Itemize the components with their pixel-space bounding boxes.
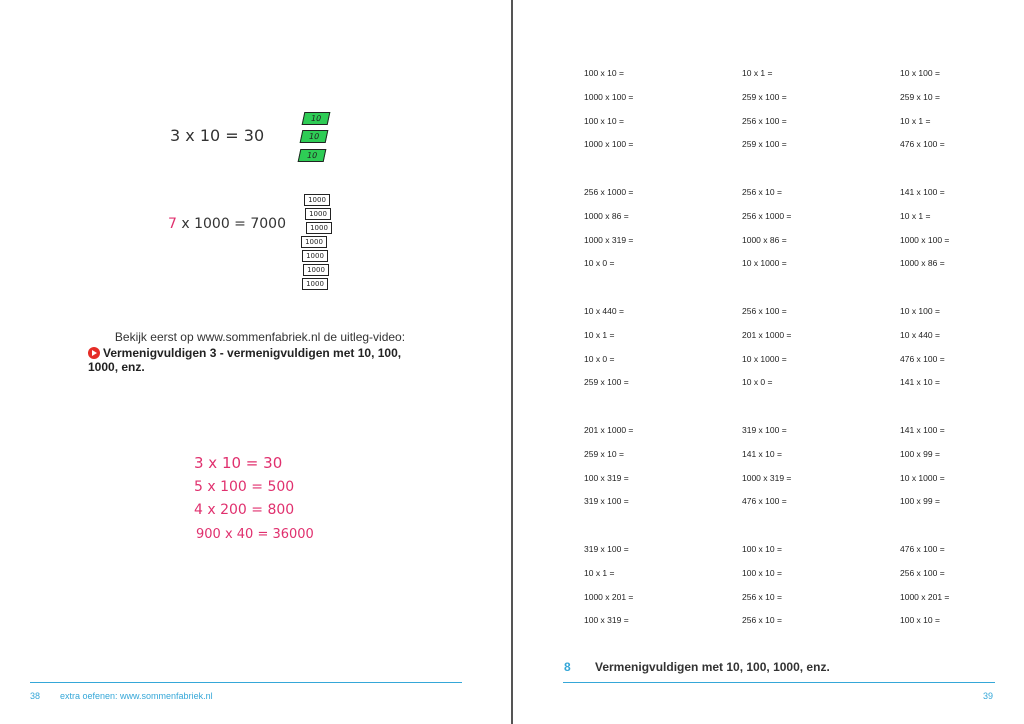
handwritten-line: 900 x 40 = 36000 [196,527,314,542]
exercise-item: 100 x 10 = [742,567,782,578]
exercise-item: 319 x 100 = [584,496,629,507]
note-1000: 1000 [305,208,331,220]
exercise-item: 256 x 100 = [742,115,787,126]
page-number: 39 [983,691,994,701]
exercise-item: 10 x 1000 = [900,472,945,483]
exercise-item: 201 x 1000 = [584,425,634,435]
note-1000: 1000 [301,236,327,248]
left-page [0,0,511,724]
note-1000: 1000 [303,264,329,276]
exercise-item: 259 x 100 = [584,377,629,388]
exercise-item: 476 x 100 = [900,139,945,150]
note-1000: 1000 [304,194,330,206]
exercise-item: 10 x 1 = [584,567,615,578]
exercise-item: 141 x 10 = [742,448,782,459]
exercise-item: 256 x 10 = [742,591,782,602]
exercise-item: 256 x 100 = [900,567,945,578]
exercise-item: 10 x 1000 = [742,258,787,269]
exercise-item: 10 x 1000 = [742,353,787,364]
coin-10: 10 [302,112,331,125]
exercise-item: 1000 x 201 = [584,591,634,602]
exercise-item: 100 x 10 = [584,115,624,126]
exercise-item: 476 x 100 = [742,496,787,507]
exercise-item: 259 x 10 = [584,448,624,459]
exercise-item: 10 x 1 = [742,68,773,78]
exercise-item: 256 x 1000 = [742,210,792,221]
multiplier-highlight: 7 [168,216,177,232]
exercise-item: 256 x 100 = [742,306,787,316]
exercise-item: 256 x 10 = [742,187,782,197]
video-title[interactable]: Vermenigvuldigen 3 - vermenigvuldigen met 10, 100, 1000, enz. [88,346,402,374]
exercise-item: 141 x 100 = [900,187,945,197]
exercise-item: 201 x 1000 = [742,329,792,340]
exercise-item: 1000 x 86 = [584,210,629,221]
exercise-item: 10 x 1 = [584,329,615,340]
exercise-item: 1000 x 86 = [900,258,945,269]
exercise-item: 10 x 440 = [584,306,624,316]
exercise-item: 100 x 10 = [900,615,940,626]
footer-link[interactable]: extra oefenen: www.sommenfabriek.nl [60,691,213,701]
exercise-item: 319 x 100 = [742,425,787,435]
exercise-item: 1000 x 319 = [742,472,792,483]
exercise-item: 100 x 99 = [900,496,940,507]
exercise-item: 10 x 1 = [900,210,931,221]
exercise-item: 256 x 1000 = [584,187,634,197]
exercise-item: 100 x 10 = [742,544,782,554]
note-1000: 1000 [302,278,328,290]
chapter-title: Vermenigvuldigen met 10, 100, 1000, enz. [595,660,830,674]
exercise-item: 141 x 10 = [900,377,940,388]
video-hint-text: Bekijk eerst op www.sommenfabriek.nl de uitleg-video: [114,330,406,344]
coin-10: 10 [300,130,329,143]
handwritten-line: 4 x 200 = 800 [194,502,295,518]
exercise-item: 1000 x 201 = [900,591,950,602]
play-icon[interactable] [88,347,100,359]
exercise-item: 1000 x 319 = [584,234,634,245]
exercise-item: 10 x 1 = [900,115,931,126]
exercise-item: 10 x 0 = [742,377,773,388]
coin-10: 10 [298,149,327,162]
footer-rule [30,682,462,683]
exercise-item: 10 x 0 = [584,353,615,364]
exercise-item: 1000 x 86 = [742,234,787,245]
exercise-item: 10 x 100 = [900,68,940,78]
example-equation-1: 3 x 10 = 30 [170,126,265,145]
exercise-item: 256 x 10 = [742,615,782,626]
handwritten-line: 5 x 100 = 500 [194,479,295,495]
right-page [513,0,1024,724]
exercise-item: 10 x 100 = [900,306,940,316]
exercise-item: 100 x 319 = [584,472,629,483]
exercise-item: 10 x 0 = [584,258,615,269]
handwritten-line: 3 x 10 = 30 [194,454,283,472]
equation-rest: x 1000 = 7000 [176,216,286,232]
exercise-item: 259 x 10 = [900,91,940,102]
exercise-item: 1000 x 100 = [900,234,950,245]
example-equation-2 [168,216,286,232]
chapter-number: 8 [564,660,571,674]
exercise-item: 141 x 100 = [900,425,945,435]
note-1000: 1000 [306,222,332,234]
exercise-item: 10 x 440 = [900,329,940,340]
exercise-item: 100 x 319 = [584,615,629,626]
exercise-item: 476 x 100 = [900,544,945,554]
exercise-item: 259 x 100 = [742,91,787,102]
exercise-item: 319 x 100 = [584,544,629,554]
exercise-item: 1000 x 100 = [584,139,634,150]
exercise-item: 100 x 99 = [900,448,940,459]
exercise-item: 476 x 100 = [900,353,945,364]
video-link[interactable] [88,346,428,374]
exercise-item: 100 x 10 = [584,68,624,78]
footer-rule [563,682,995,683]
page-number: 38 [30,691,41,701]
note-1000: 1000 [302,250,328,262]
exercise-item: 1000 x 100 = [584,91,634,102]
exercise-item: 259 x 100 = [742,139,787,150]
